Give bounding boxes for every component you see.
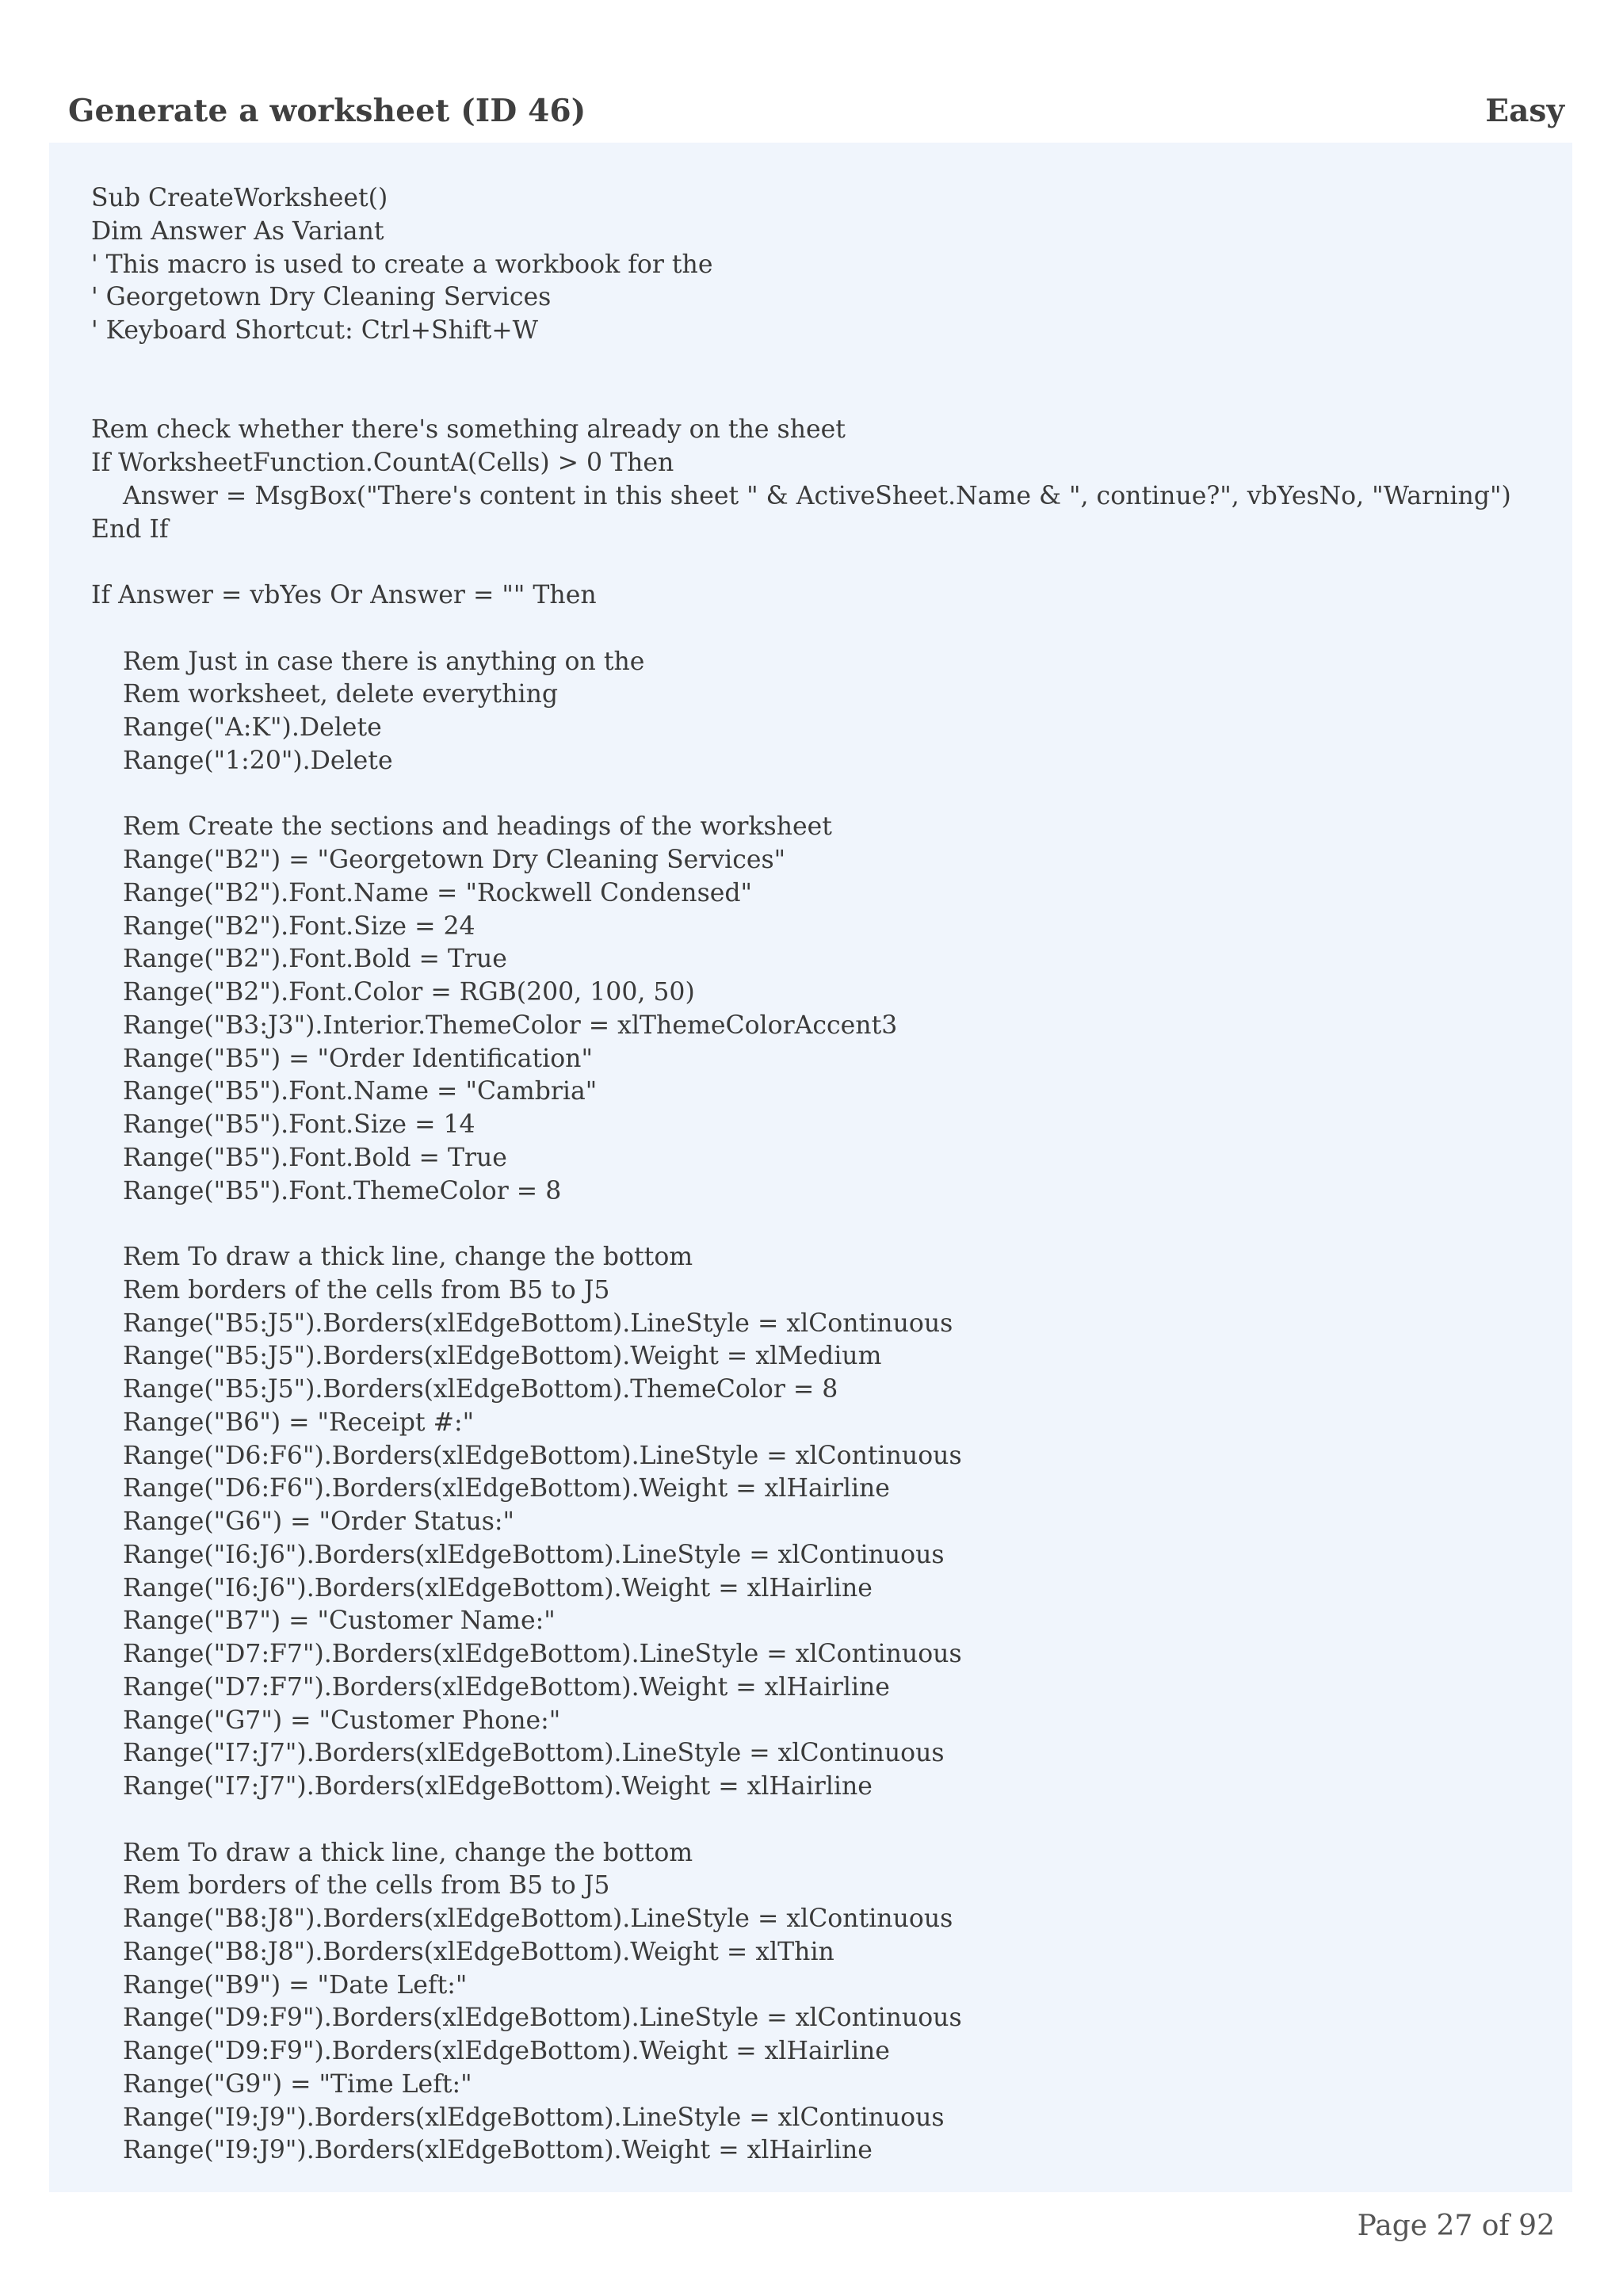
code-line: If WorksheetFunction.CountA(Cells) > 0 Then [91,449,674,477]
code-line: Range("D9:F9").Borders(xlEdgeBottom).LineStyle = xlContinuous [91,2004,962,2033]
code-line: Rem borders of the cells from B5 to J5 [91,1871,610,1901]
code-line: Range("B2").Font.Size = 24 [91,911,475,941]
code-line: Range("B2").Font.Name = "Rockwell Condensed" [91,878,753,907]
code-line: Range("D7:F7").Borders(xlEdgeBottom).Weight = xlHairline [91,1672,890,1702]
code-line: End If [91,514,169,544]
code-line: ' Georgetown Dry Cleaning Services [91,283,552,312]
code-line: Rem To draw a thick line, change the bottom [91,1243,693,1271]
code-line: ' This macro is used to create a workbook for the [91,250,713,279]
code-line [91,1208,1565,1241]
code-line: Range("A:K").Delete [91,713,382,742]
page-title: Generate a worksheet (ID 46) [68,93,586,129]
code-line: Range("D9:F9").Borders(xlEdgeBottom).Weight = xlHairline [91,2037,890,2065]
code-line: Range("B6") = "Receipt #:" [91,1408,475,1437]
code-line: Range("B2").Font.Color = RGB(200, 100, 50) [91,978,695,1007]
code-line: Range("D6:F6").Borders(xlEdgeBottom).Weight = xlHairline [91,1474,890,1503]
code-line: Range("I9:J9").Borders(xlEdgeBottom).LineStyle = xlContinuous [91,2103,945,2132]
code-line: Range("1:20").Delete [91,746,393,775]
code-line: Range("B5:J5").Borders(xlEdgeBottom).ThemeColor = 8 [91,1375,838,1404]
code-line: Range("G9") = "Time Left:" [91,2069,472,2099]
page-header [68,84,1564,138]
code-line: Range("B2") = "Georgetown Dry Cleaning Services" [91,846,786,874]
code-line: Range("I6:J6").Borders(xlEdgeBottom).Weight = xlHairline [91,1573,873,1603]
code-line: Range("I7:J7").Borders(xlEdgeBottom).Weight = xlHairline [91,1772,873,1801]
code-line: Range("B2").Font.Bold = True [91,945,507,974]
code-line: Range("B7") = "Customer Name:" [91,1606,556,1636]
code-line: Range("D6:F6").Borders(xlEdgeBottom).LineStyle = xlContinuous [91,1441,962,1470]
difficulty-label: Easy [1485,93,1564,129]
code-line [91,381,1565,415]
code-line: Rem To draw a thick line, change the bottom [91,1838,693,1867]
code-line: Rem borders of the cells from B5 to J5 [91,1275,610,1305]
code-line: Dim Answer As Variant [91,216,384,246]
code-line: Range("D7:F7").Borders(xlEdgeBottom).LineStyle = xlContinuous [91,1640,962,1668]
page-number: Page 27 of 92 [1357,2210,1555,2242]
code-line [91,546,1565,579]
code-line: Range("B5:J5").Borders(xlEdgeBottom).LineStyle = xlContinuous [91,1308,953,1338]
code-line: Range("I6:J6").Borders(xlEdgeBottom).LineStyle = xlContinuous [91,1540,945,1569]
code-line: Rem check whether there's something already on the sheet [91,415,846,445]
code-line [91,348,1565,381]
code-line: Range("B9") = "Date Left:" [91,1970,468,2000]
code-line: Range("B5").Font.ThemeColor = 8 [91,1176,562,1205]
code-line: Rem worksheet, delete everything [91,680,559,709]
code-block [91,182,1565,2168]
code-line: If Answer = vbYes Or Answer = "" Then [91,581,597,609]
code-line: Range("B5").Font.Size = 14 [91,1110,475,1139]
code-line: Range("B5").Font.Name = "Cambria" [91,1077,598,1106]
code-line: Answer = MsgBox("There's content in this sheet " & ActiveSheet.Name & ", continue?", vbYesNo, "Warning") [91,481,1511,510]
code-line: Range("G7") = "Customer Phone:" [91,1706,561,1735]
code-line: Range("B5") = "Order Identification" [91,1044,593,1073]
code-line: Rem Just in case there is anything on the [91,647,645,676]
code-line: Range("G6") = "Order Status:" [91,1507,515,1536]
code-line: Range("I7:J7").Borders(xlEdgeBottom).LineStyle = xlContinuous [91,1739,945,1768]
code-line [91,778,1565,812]
code-line [91,1804,1565,1837]
code-line: Range("B8:J8").Borders(xlEdgeBottom).Weight = xlThin [91,1937,834,1966]
code-line: Range("B5:J5").Borders(xlEdgeBottom).Weight = xlMedium [91,1342,882,1371]
code-line: Rem Create the sections and headings of the worksheet [91,812,832,842]
code-line: Range("I9:J9").Borders(xlEdgeBottom).Weight = xlHairline [91,2136,873,2165]
code-line: Range("B5").Font.Bold = True [91,1143,507,1172]
code-line: Range("B8:J8").Borders(xlEdgeBottom).LineStyle = xlContinuous [91,1904,953,1933]
code-line: Sub CreateWorksheet() [91,184,388,212]
code-line: ' Keyboard Shortcut: Ctrl+Shift+W [91,316,539,345]
code-line [91,613,1565,646]
code-line: Range("B3:J3").Interior.ThemeColor = xlThemeColorAccent3 [91,1010,898,1040]
